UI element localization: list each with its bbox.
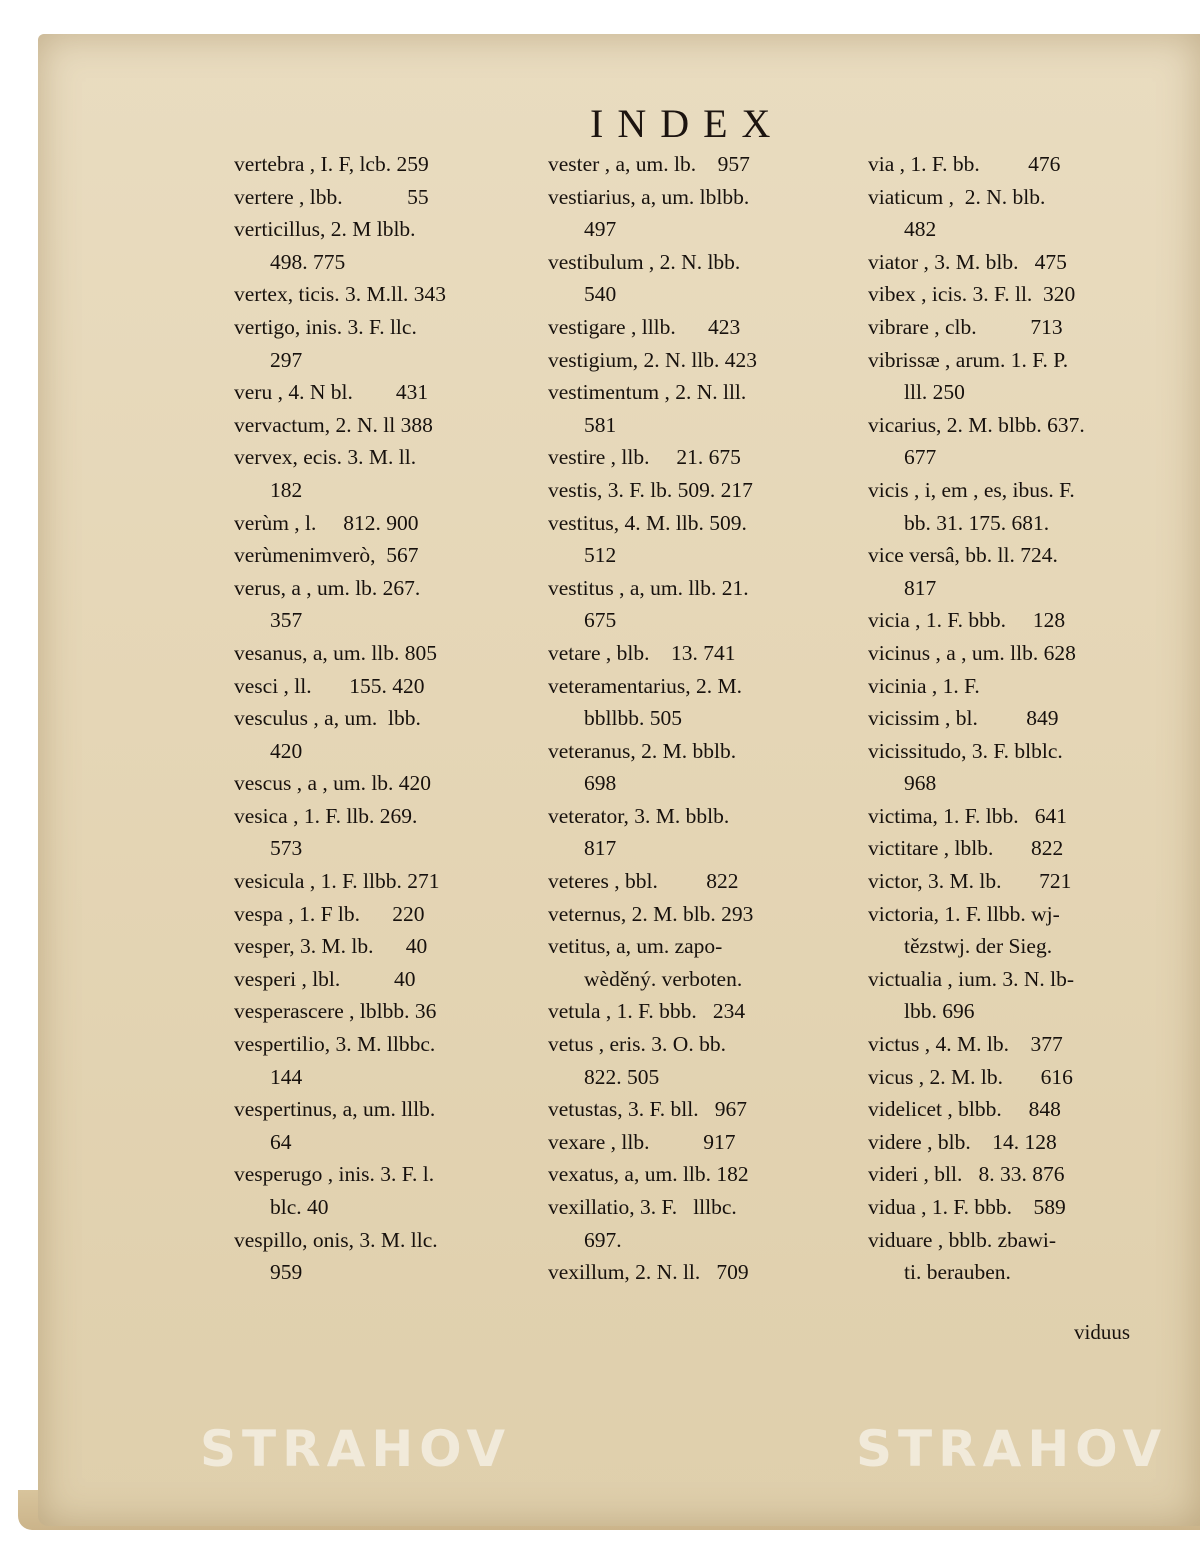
index-column-1 <box>234 148 544 1289</box>
index-entry: vesper, 3. M. lb. 40 <box>234 934 428 959</box>
index-entry: verus, a , um. lb. 267. <box>234 575 421 600</box>
index-entry: vestire , llb. 21. 675 <box>548 445 741 470</box>
index-entry: veteres , bbl. 822 <box>548 869 739 894</box>
index-entry: vertebra , I. F, lcb. 259 <box>234 152 429 176</box>
index-entry: vertex, ticis. 3. M.ll. 343 <box>234 282 446 307</box>
index-entry: vertere , lbb. 55 <box>234 184 429 209</box>
index-entry: bbllbb. 505 <box>584 706 682 731</box>
index-entry: 677 <box>904 445 937 470</box>
index-entry: veteramentarius, 2. M. <box>548 673 743 698</box>
index-entry: veteranus, 2. M. bblb. <box>548 738 737 763</box>
index-entry: videre , blb. 14. 128 <box>868 1129 1057 1154</box>
index-entry: vesperi , lbl. 40 <box>234 966 416 991</box>
index-entry: 675 <box>584 608 617 633</box>
index-entry: 144 <box>270 1064 303 1089</box>
index-entry: lll. 250 <box>904 380 965 405</box>
index-entry: vicissitudo, 3. F. blblc. <box>868 738 1063 763</box>
index-entry: victitare , lblb. 822 <box>868 836 1064 861</box>
index-entry: videri , bll. 8. 33. 876 <box>868 1162 1065 1187</box>
index-entry: vervactum, 2. N. ll 388 <box>234 412 433 437</box>
index-entry: vestigium, 2. N. llb. 423 <box>548 347 758 372</box>
index-entry: 817 <box>904 575 937 600</box>
index-entry: 581 <box>584 412 617 437</box>
index-entry: viator , 3. M. blb. 475 <box>868 249 1067 274</box>
index-entry: vibex , icis. 3. F. ll. 320 <box>868 282 1076 307</box>
index-entry: vestitus , a, um. llb. 21. <box>548 575 749 600</box>
index-entry: vesperugo , inis. 3. F. l. <box>234 1162 435 1187</box>
index-entry: 497 <box>584 217 617 242</box>
index-entry: vestiarius, a, um. lblbb. <box>548 184 750 209</box>
index-entry: vexillum, 2. N. ll. 709 <box>548 1260 749 1285</box>
index-entry: vexillatio, 3. F. lllbc. <box>548 1195 737 1219</box>
index-entry: victor, 3. M. lb. 721 <box>868 869 1072 894</box>
index-entry: victoria, 1. F. llbb. wj- <box>868 901 1060 926</box>
index-entry: vespa , 1. F lb. 220 <box>234 901 425 926</box>
index-entry: vicarius, 2. M. blbb. 637. <box>868 412 1085 437</box>
index-entry: vexare , llb. 917 <box>548 1129 736 1154</box>
index-column-2 <box>548 148 858 1289</box>
index-entry: vespertilio, 3. M. llbbc. <box>234 1032 436 1057</box>
index-entry: 817 <box>584 836 617 861</box>
index-entry: 968 <box>904 771 937 796</box>
index-entry: vestitus, 4. M. llb. 509. <box>548 510 747 535</box>
index-entry: vesperascere , lblbb. 36 <box>234 999 437 1024</box>
index-entry: vertigo, inis. 3. F. llc. <box>234 314 417 339</box>
index-entry: vestibulum , 2. N. lbb. <box>548 249 741 274</box>
index-entry: vesicula , 1. F. llbb. 271 <box>234 869 440 894</box>
index-entry: victus , 4. M. lb. 377 <box>868 1032 1063 1057</box>
index-entry: 512 <box>584 543 617 568</box>
index-entry: 357 <box>270 608 303 633</box>
index-entry: verùmenimverò, 567 <box>234 543 419 568</box>
index-entry: vesci , ll. 155. 420 <box>234 673 425 698</box>
index-entry: 698 <box>584 771 617 796</box>
index-entry: 498. 775 <box>270 249 346 274</box>
page-title: INDEX <box>590 101 785 146</box>
index-entry: vetustas, 3. F. bll. 967 <box>548 1097 747 1122</box>
index-entry: vetula , 1. F. bbb. 234 <box>548 999 746 1024</box>
index-entry: vesica , 1. F. llb. 269. <box>234 803 418 828</box>
index-entry: via , 1. F. bb. 476 <box>868 152 1061 176</box>
index-entry: vestigare , lllb. 423 <box>548 314 741 339</box>
index-entry: vicissim , bl. 849 <box>868 706 1059 731</box>
index-entry: vicis , i, em , es, ibus. F. <box>868 477 1075 502</box>
index-entry: veru , 4. N bl. 431 <box>234 380 429 405</box>
index-entry: vespertinus, a, um. lllb. <box>234 1097 436 1122</box>
index-entry: vester , a, um. lb. 957 <box>548 152 750 176</box>
index-entry: vidua , 1. F. bbb. 589 <box>868 1195 1066 1219</box>
watermark-right: STRAHOV <box>856 1420 1168 1478</box>
index-entry: vicinia , 1. F. <box>868 673 980 698</box>
index-entry: 959 <box>270 1260 303 1285</box>
index-entry: vicinus , a , um. llb. 628 <box>868 640 1076 665</box>
index-entry: tězstwj. der Sieg. <box>904 934 1053 959</box>
index-entry: vescus , a , um. lb. 420 <box>234 771 432 796</box>
index-entry: blc. 40 <box>270 1195 329 1219</box>
index-entry: vestis, 3. F. lb. 509. 217 <box>548 477 753 502</box>
index-entry: verùm , l. 812. 900 <box>234 510 419 535</box>
index-entry: 64 <box>270 1129 292 1154</box>
index-entry: 420 <box>270 738 303 763</box>
index-entry: vice versâ, bb. ll. 724. <box>868 543 1058 568</box>
index-entry: vestimentum , 2. N. lll. <box>548 380 747 405</box>
index-entry: 182 <box>270 477 303 502</box>
index-entry: vibrissæ , arum. 1. F. P. <box>868 347 1069 372</box>
index-entry: vexatus, a, um. llb. 182 <box>548 1162 749 1187</box>
index-entry: videlicet , blbb. 848 <box>868 1097 1061 1122</box>
index-entry: wèděný. verboten. <box>584 966 743 991</box>
index-entry: viaticum , 2. N. blb. <box>868 184 1046 209</box>
index-entry: victima, 1. F. lbb. 641 <box>868 803 1067 828</box>
index-entry: vespillo, onis, 3. M. llc. <box>234 1227 438 1252</box>
index-entry: victualia , ium. 3. N. lb- <box>868 966 1075 991</box>
index-entry: veterator, 3. M. bblb. <box>548 803 730 828</box>
index-entry: vetare , blb. 13. 741 <box>548 640 736 665</box>
watermark-left: STRAHOV <box>200 1420 512 1478</box>
index-entry: 822. 505 <box>584 1064 660 1089</box>
index-entry: vicus , 2. M. lb. 616 <box>868 1064 1073 1089</box>
index-column-3 <box>868 148 1178 1289</box>
index-entry: veternus, 2. M. blb. 293 <box>548 901 754 926</box>
index-entry: 297 <box>270 347 303 372</box>
index-entry: vetus , eris. 3. O. bb. <box>548 1032 726 1057</box>
index-entry: verticillus, 2. M lblb. <box>234 217 416 242</box>
index-entry: 540 <box>584 282 617 307</box>
catchword: viduus <box>1074 1320 1131 1344</box>
index-entry: ti. berauben. <box>904 1260 1011 1285</box>
index-entry: lbb. 696 <box>904 999 975 1024</box>
index-entry: vervex, ecis. 3. M. ll. <box>234 445 417 470</box>
index-entry: vicia , 1. F. bbb. 128 <box>868 608 1066 633</box>
index-entry: vesculus , a, um. lbb. <box>234 706 421 731</box>
index-entry: bb. 31. 175. 681. <box>904 510 1050 535</box>
index-entry: vesanus, a, um. llb. 805 <box>234 640 438 665</box>
index-entry: 697. <box>584 1227 622 1252</box>
index-entry: 482 <box>904 217 937 242</box>
index-entry: 573 <box>270 836 303 861</box>
index-entry: viduare , bblb. zbawi- <box>868 1227 1057 1252</box>
index-entry: vibrare , clb. 713 <box>868 314 1063 339</box>
index-entry: vetitus, a, um. zapo- <box>548 934 723 959</box>
